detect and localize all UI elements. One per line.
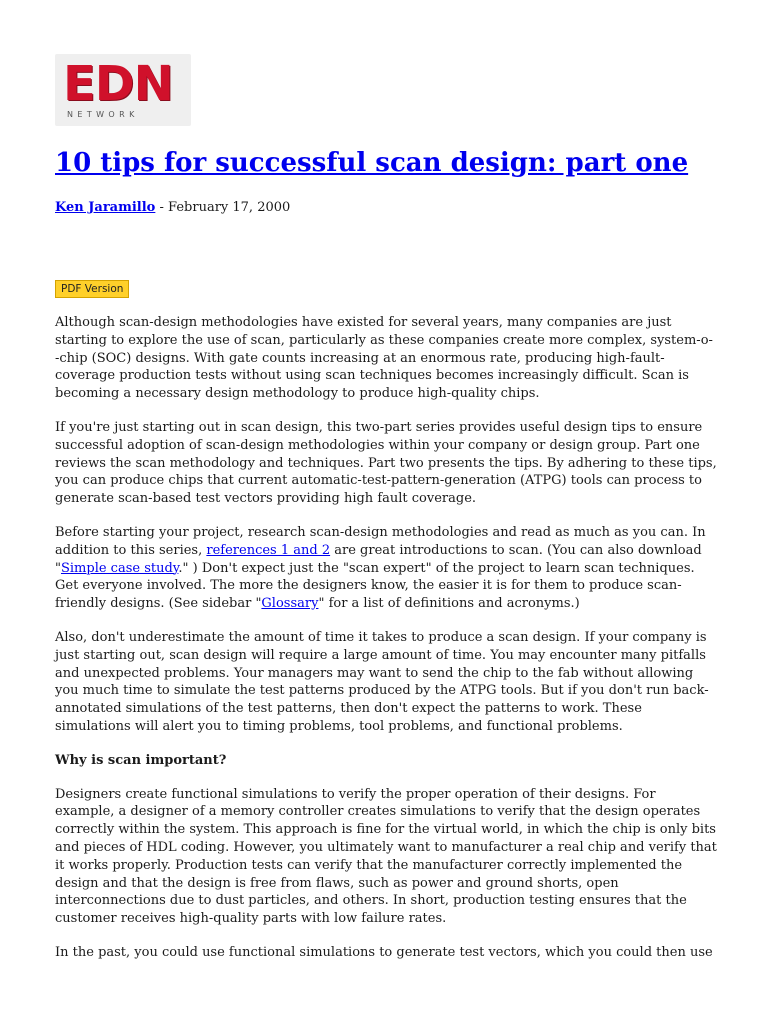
article-title: [55, 146, 735, 180]
glossary-link[interactable]: Glossary: [261, 596, 319, 612]
byline: [55, 199, 290, 217]
article-title-link[interactable]: 10 tips for successful scan design: part one: [55, 148, 689, 178]
publish-date: February 17, 2000: [168, 200, 291, 215]
article-body: [55, 314, 717, 978]
paragraph-3-text-a: Before starting your project, research scan-design methodologies and read as much as you can. In addition to this series,: [55, 524, 706, 558]
author-link[interactable]: Ken Jaramillo: [55, 200, 156, 215]
paragraph-2: If you're just starting out in scan design, this two-part series provides useful design tips to ensure successful adoption of scan-design methodologies within your company or design group. Part one reviews the scan methodology and techniques. Part two presents the tips. By adhering to these tips, you can produce chips that current automatic-test-pattern-generation (ATPG) tools can process to generate scan-based test vectors providing high fault coverage.: [55, 419, 717, 507]
edn-network-logo[interactable]: [55, 54, 191, 126]
paragraph-4: Also, don't underestimate the amount of time it takes to produce a scan design. If your company is just starting out, scan design will require a large amount of time. You may encounter many pitfalls and unexpected problems. Your managers may want to send the chip to the fab without allowing you much time to simulate the test patterns produced by the ATPG tools. But if you don't run back-annotated simulations of the test patterns, then don't expect the patterns to work. These simulations will alert you to timing problems, tool problems, and functional problems.: [55, 629, 709, 734]
paragraph-3-text-d: " for a list of definitions and acronyms.): [318, 596, 580, 612]
paragraph-3-text-b: are great introductions to scan. (You can also download ": [55, 542, 702, 576]
section-heading: Why is scan important?: [55, 752, 227, 768]
logo-edn-text: EDN: [63, 56, 173, 112]
pdf-version-button[interactable]: PDF Version: [55, 280, 129, 298]
paragraph-1: Although scan-design methodologies have existed for several years, many companies are just starting to explore the use of scan, particularly as these companies create more complex, system-o--chip (SOC) designs. With gate counts increasing at an enormous rate, producing high-fault-coverage production tests without using scan techniques becomes increasingly difficult. Scan is becoming a necessary design methodology to produce high-quality chips.: [55, 315, 713, 402]
byline-separator: -: [155, 200, 169, 215]
paragraph-3-text-c: ." ) Don't expect just the "scan expert" of the project to learn scan techniques. Get everyone involved. The more the designers know, the easier it is for them to produce scan-friendly designs. (See sidebar ": [55, 560, 695, 612]
paragraph-3: [55, 524, 717, 613]
references-link[interactable]: references 1 and 2: [206, 542, 331, 558]
logo-network-text: NETWORK: [67, 110, 139, 119]
paragraph-5: Designers create functional simulations to verify the proper operation of their designs. For example, a designer of a memory controller creates simulations to verify that the design operates correctly within the system. This approach is fine for the virtual world, in which the chip is only bits and pieces of HDL coding. However, you ultimately want to manufacturer a real chip and verify that it works properly. Production tests can verify that the manufacturer correctly implemented the design and that the design is free from flaws, such as power and ground shorts, open interconnections due to dust particles, and others. In short, production testing ensures that the customer receives high-quality parts with low failure rates.: [55, 786, 717, 927]
paragraph-6: In the past, you could use functional simulations to generate test vectors, which you could then use: [55, 944, 713, 960]
simple-case-study-link[interactable]: Simple case study: [60, 560, 179, 576]
